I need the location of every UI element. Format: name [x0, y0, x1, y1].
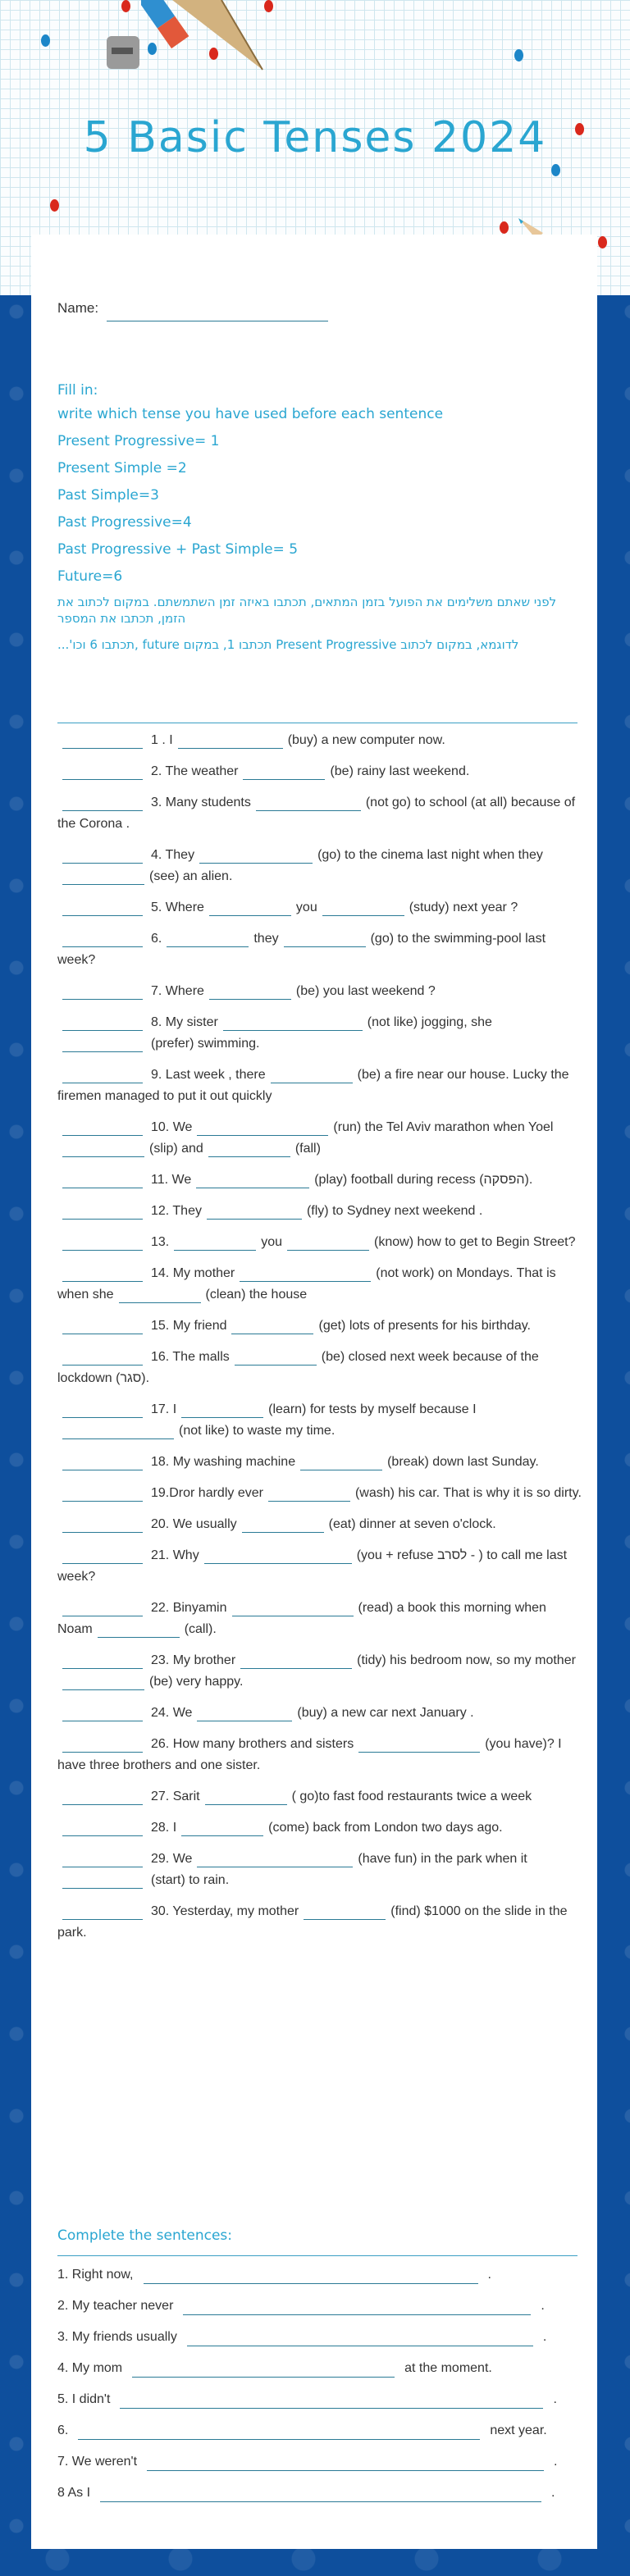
- complete-row-2: 2. My teacher never .: [57, 2296, 582, 2317]
- fill-in-heading: Fill in:: [57, 382, 98, 399]
- name-input[interactable]: [107, 303, 328, 321]
- answer-input[interactable]: [62, 869, 144, 885]
- answer-input[interactable]: [178, 732, 283, 749]
- question-18: 18. My washing machine (break) down last Sunday.: [57, 1452, 582, 1473]
- answer-input[interactable]: [358, 1736, 480, 1753]
- answer-input[interactable]: [174, 1234, 256, 1251]
- question-29: 29. We (have fun) in the park when it (start) to rain.: [57, 1849, 582, 1891]
- instruction-text: write which tense you have used before each sentence: [57, 406, 444, 422]
- question-24: 24. We (buy) a new car next January .: [57, 1703, 582, 1724]
- answer-input[interactable]: [181, 1820, 263, 1836]
- red-dot: [264, 0, 273, 12]
- question-12: 12. They (fly) to Sydney next weekend .: [57, 1201, 582, 1222]
- tense-number-input[interactable]: [62, 1402, 143, 1418]
- red-dot: [121, 0, 130, 12]
- answer-input[interactable]: [240, 1265, 371, 1282]
- answer-input[interactable]: [209, 900, 291, 916]
- sentence-input[interactable]: [78, 2420, 480, 2440]
- answer-input[interactable]: [62, 1674, 144, 1690]
- answer-input[interactable]: [304, 1904, 386, 1920]
- tense-key-2: Present Simple =2: [57, 460, 187, 476]
- red-dot: [500, 221, 509, 234]
- tense-number-input[interactable]: [62, 1119, 143, 1136]
- tense-number-input[interactable]: [62, 1705, 143, 1721]
- complete-row-8: 8 As I .: [57, 2483, 582, 2504]
- question-15: 15. My friend (get) lots of presents for his birthday.: [57, 1315, 582, 1337]
- page-title: 5 Basic Tenses 2024: [83, 113, 547, 162]
- hebrew-instruction-2: לדוגמא, במקום לכתוב Present Progressive תכתבו 1, במקום future ,תכתבו 6 וכו'...: [57, 637, 519, 652]
- tense-number-input[interactable]: [62, 1318, 143, 1334]
- tense-key-6: Future=6: [57, 568, 123, 585]
- complete-heading: Complete the sentences:: [57, 2227, 233, 2244]
- tense-number-input[interactable]: [62, 1067, 143, 1083]
- tense-number-input[interactable]: [62, 1600, 143, 1616]
- answer-input[interactable]: [287, 1234, 369, 1251]
- answer-input[interactable]: [197, 1851, 353, 1867]
- answer-input[interactable]: [62, 1423, 174, 1439]
- hebrew-instruction-1: לפני שאתם משלימים את הפועל בזמן המתאים, תכתבו באיזה זמן השתמשתם. במקום לכתוב את הזמן, תכתבו את המספר: [57, 595, 557, 626]
- question-26: 26. How many brothers and sisters (you have)? I have three brothers and one sister.: [57, 1737, 562, 1772]
- tense-number-input[interactable]: [62, 732, 143, 749]
- red-dot: [209, 48, 218, 60]
- question-22: 22. Binyamin (read) a book this morning when Noam (call).: [57, 1601, 546, 1636]
- blue-dot: [41, 34, 50, 47]
- question-23: 23. My brother (tidy) his bedroom now, so my mother(be) very happy.: [57, 1650, 582, 1693]
- answer-input[interactable]: [231, 1318, 313, 1334]
- blue-dot: [514, 49, 523, 62]
- question-17: 17. I (learn) for tests by myself because I (not like) to waste my time.: [57, 1399, 582, 1442]
- question-1: 1 . I (buy) a new computer now.: [57, 730, 582, 751]
- question-21: 21. Why (you + refuse לסרב - ) to call me last week?: [57, 1548, 568, 1584]
- tense-number-input[interactable]: [62, 1789, 143, 1805]
- blue-dot: [148, 43, 157, 55]
- answer-input[interactable]: [205, 1789, 287, 1805]
- question-5: 5. Where you (study) next year ?: [57, 897, 582, 919]
- sentence-input[interactable]: [100, 2483, 541, 2502]
- complete-row-3: 3. My friends usually .: [57, 2327, 582, 2348]
- question-30: 30. Yesterday, my mother (find) $1000 on the slide in the park.: [57, 1904, 568, 1940]
- answer-input[interactable]: [300, 1454, 382, 1470]
- ruler-icon: [172, 0, 271, 74]
- red-dot: [598, 236, 607, 248]
- sentence-input[interactable]: [120, 2389, 543, 2409]
- answer-input[interactable]: [209, 983, 291, 1000]
- red-dot: [50, 199, 59, 212]
- question-list: [57, 730, 582, 1954]
- complete-sentences-section: [57, 2227, 582, 2514]
- question-19: 19.Dror hardly ever (wash) his car. That is why it is so dirty.: [57, 1483, 582, 1504]
- answer-input[interactable]: [235, 1349, 317, 1366]
- complete-row-5: 5. I didn't .: [57, 2389, 582, 2410]
- answer-input[interactable]: [322, 900, 404, 916]
- sentence-input[interactable]: [187, 2327, 533, 2346]
- answer-input[interactable]: [62, 1872, 143, 1889]
- sentence-input[interactable]: [144, 2264, 478, 2284]
- answer-input[interactable]: [256, 795, 361, 811]
- answer-input[interactable]: [243, 764, 325, 780]
- tense-number-input[interactable]: [62, 1349, 143, 1366]
- section-divider: [57, 2255, 578, 2256]
- tense-number-input[interactable]: [62, 1548, 143, 1564]
- tense-number-input[interactable]: [62, 764, 143, 780]
- question-27: 27. Sarit ( go)to fast food restaurants twice a week: [57, 1786, 582, 1808]
- tense-number-input[interactable]: [62, 1516, 143, 1533]
- question-2: 2. The weather (be) rainy last weekend.: [57, 761, 582, 782]
- question-10: 10. We (run) the Tel Aviv marathon when Yoel(slip) and (fall): [57, 1117, 582, 1160]
- tense-number-input[interactable]: [62, 1653, 143, 1669]
- tense-key-3: Past Simple=3: [57, 487, 159, 504]
- answer-input[interactable]: [119, 1287, 201, 1303]
- answer-input[interactable]: [62, 1141, 144, 1157]
- question-8: 8. My sister (not like) jogging, she (prefer) swimming.: [57, 1012, 582, 1055]
- complete-row-6: 6. next year.: [57, 2420, 582, 2442]
- question-3: 3. Many students (not go) to school (at all) because of the Corona .: [57, 796, 576, 831]
- answer-input[interactable]: [268, 1485, 350, 1502]
- complete-row-7: 7. We weren't .: [57, 2451, 582, 2473]
- answer-input[interactable]: [62, 1036, 143, 1052]
- tense-number-input[interactable]: [62, 1234, 143, 1251]
- worksheet-card: [31, 235, 597, 2549]
- tense-number-input[interactable]: [62, 1904, 143, 1920]
- answer-input[interactable]: [232, 1600, 354, 1616]
- tense-number-input[interactable]: [62, 1172, 143, 1188]
- tense-key-5: Past Progressive + Past Simple= 5: [57, 541, 299, 558]
- complete-row-4: 4. My mom at the moment.: [57, 2358, 582, 2379]
- answer-input[interactable]: [240, 1653, 352, 1669]
- question-28: 28. I (come) back from London two days ago.: [57, 1817, 582, 1839]
- answer-input[interactable]: [207, 1203, 302, 1220]
- complete-row-1: 1. Right now, .: [57, 2264, 582, 2286]
- answer-input[interactable]: [197, 1705, 292, 1721]
- tense-number-input[interactable]: [62, 1265, 143, 1282]
- answer-input[interactable]: [223, 1014, 363, 1031]
- answer-input[interactable]: [208, 1141, 290, 1157]
- answer-input[interactable]: [242, 1516, 324, 1533]
- name-row: [57, 300, 328, 321]
- question-6: 6. they (go) to the swimming-pool last week?: [57, 932, 546, 967]
- question-14: 14. My mother (not work) on Mondays. That is when she (clean) the house: [57, 1266, 556, 1302]
- question-9: 9. Last week , there (be) a fire near our house. Lucky the firemen managed to put it out quickly: [57, 1068, 569, 1103]
- blue-dot: [551, 164, 560, 176]
- answer-input[interactable]: [196, 1172, 309, 1188]
- tense-number-input[interactable]: [62, 1736, 143, 1753]
- question-4: 4. They (go) to the cinema last night when they(see) an alien.: [57, 845, 582, 887]
- tense-number-input[interactable]: [62, 1851, 143, 1867]
- tense-number-input[interactable]: [62, 1820, 143, 1836]
- answer-input[interactable]: [271, 1067, 353, 1083]
- tense-number-input[interactable]: [62, 847, 143, 864]
- question-13: 13. you (know) how to get to Begin Street?: [57, 1232, 582, 1253]
- tense-number-input[interactable]: [62, 1014, 143, 1031]
- answer-input[interactable]: [181, 1402, 263, 1418]
- answer-input[interactable]: [199, 847, 313, 864]
- tense-number-input[interactable]: [62, 795, 143, 811]
- tense-number-input[interactable]: [62, 1454, 143, 1470]
- answer-input[interactable]: [98, 1621, 180, 1638]
- question-11: 11. We (play) football during recess (הפסקה).: [57, 1169, 582, 1191]
- tense-number-input[interactable]: [62, 1485, 143, 1502]
- sentence-input[interactable]: [147, 2451, 544, 2471]
- answer-input[interactable]: [204, 1548, 352, 1564]
- tense-number-input[interactable]: [62, 900, 143, 916]
- answer-input[interactable]: [167, 931, 249, 947]
- tense-number-input[interactable]: [62, 1203, 143, 1220]
- question-16: 16. The malls (be) closed next week because of the lockdown (סגר).: [57, 1350, 539, 1385]
- fill-in-instructions: [57, 381, 574, 663]
- sentence-input[interactable]: [183, 2296, 531, 2315]
- tense-key-1: Present Progressive= 1: [57, 433, 220, 449]
- question-20: 20. We usually (eat) dinner at seven o'clock.: [57, 1514, 582, 1535]
- sharpener-icon: [103, 33, 144, 74]
- sentence-input[interactable]: [132, 2358, 395, 2378]
- tense-number-input[interactable]: [62, 931, 143, 947]
- answer-input[interactable]: [284, 931, 366, 947]
- name-label: Name:: [57, 300, 99, 316]
- tense-key-4: Past Progressive=4: [57, 514, 192, 531]
- question-7: 7. Where (be) you last weekend ?: [57, 981, 582, 1002]
- tense-number-input[interactable]: [62, 983, 143, 1000]
- answer-input[interactable]: [197, 1119, 328, 1136]
